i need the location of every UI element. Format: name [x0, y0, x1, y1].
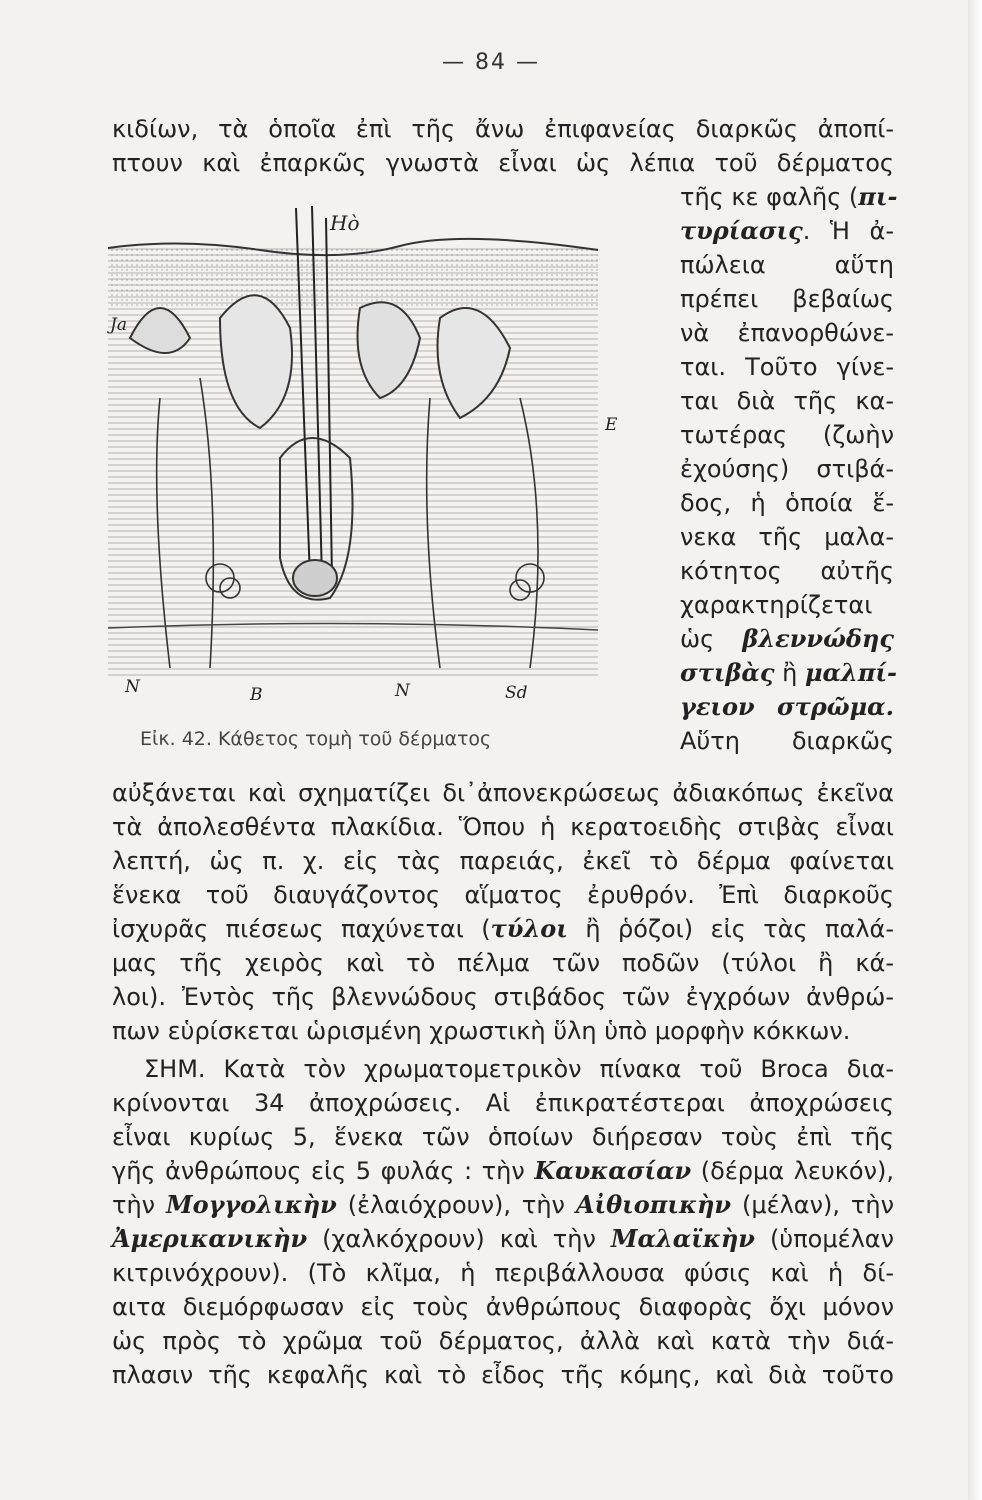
skin-illustration — [100, 198, 660, 718]
text-line: ἐχούσης) στιβά- — [680, 455, 894, 483]
text-line: νὰ ἐπανορθώνε- — [680, 319, 894, 347]
text-line: τὴν Μογγολικὴν (ἐλαιόχρουν), τὴν Αἰθιοπικὴν (μέλαν), τὴν — [112, 1190, 894, 1219]
text-line: κιδίων, τὰ ὁποῖα ἐπὶ τῆς ἄνω ἐπιφανείας διαρκῶς ἀποπί- — [112, 115, 894, 143]
text-line: ὡς πρὸς τὸ χρῶμα τοῦ δέρματος, ἀλλὰ καὶ κατὰ τὴν διά- — [112, 1327, 894, 1355]
text-line: εἶναι κυρίως 5, ἕνεκα τῶν ὁποίων διήρεσαν τοὺς ἐπὶ τῆς — [112, 1123, 894, 1151]
label-text: N — [125, 677, 140, 697]
text-line: νεκα τῆς μαλα- — [680, 523, 894, 551]
text-line: τῆς κε φαλῆς (πι- — [680, 182, 898, 211]
text-line: κιτρινόχρουν). (Τὸ κλῖμα, ἡ περιβάλλουσα φύσις καὶ ἡ δί- — [112, 1259, 894, 1287]
text-line: Αὕτη διαρκῶς — [680, 727, 894, 755]
text-line: Ἀμερικανικὴν (χαλκόχρουν) καὶ τὴν Μαλαϊκὴν (ὑπομέλαν — [112, 1224, 895, 1253]
text-line: αιτα διεμόρφωσαν εἰς τοὺς ἀνθρώπους διαφορὰς ὄχι μόνον — [112, 1293, 894, 1321]
text-line: πώλεια αὕτη — [680, 251, 894, 279]
text-line: τυρίασις. Ἡ ἀ- — [680, 216, 894, 245]
label-text: E — [605, 415, 618, 435]
label-text: Sd — [505, 683, 528, 703]
text-line: δος, ἡ ὁποία ἕ- — [680, 489, 894, 517]
text-line: ἕνεκα τοῦ διαυγάζοντος αἵματος ἐρυθρόν. Ἐπὶ διαρκοῦς — [112, 881, 894, 909]
label-text: Hὸ — [330, 211, 360, 235]
text-line: ται διὰ τῆς κα- — [680, 387, 894, 415]
text-line: γῆς ἀνθρώπους εἰς 5 φυλάς : τὴν Καυκασίαν (δέρμα λευκόν), — [112, 1156, 894, 1185]
label-text: B — [250, 685, 263, 705]
figure-caption: Εἰκ. 42. Κάθετος τομὴ τοῦ δέρματος — [140, 728, 492, 750]
text-line: κότητος αὐτῆς — [680, 557, 894, 585]
text-line: αὐξάνεται καὶ σχηματίζει δι᾽ἀπονεκρώσεως ἀδιακόπως ἐκεῖνα — [112, 779, 894, 807]
page-edge — [968, 0, 982, 1500]
text-line: πτουν καὶ ἐπαρκῶς γνωστὰ εἶναι ὡς λέπια τοῦ δέρματος — [112, 149, 894, 177]
text-line: λοι). Ἐντὸς τῆς βλεννώδους στιβάδος τῶν ἐγχρόων ἀνθρώ- — [112, 983, 894, 1011]
text-line: μας τῆς χειρὸς καὶ τὸ πέλμα τῶν ποδῶν (τύλοι ἢ κά- — [112, 949, 894, 977]
text-line: πλασιν τῆς κεφαλῆς καὶ τὸ εἶδος τῆς κόμης, καὶ διὰ τοῦτο — [112, 1361, 894, 1389]
text-line: ται. Τοῦτο γίνε- — [680, 353, 894, 381]
text-line: στιβὰς ἢ μαλπί- — [680, 658, 897, 687]
text-line: χαρακτηρίζεται — [680, 591, 873, 619]
page-number: — 84 — — [442, 50, 540, 75]
text-line: κρίνονται 34 ἀποχρώσεις. Αἱ ἐπικρατέστεραι ἀποχρώσεις — [112, 1089, 894, 1117]
text-line: ΣΗΜ. Κατὰ τὸν χρωματομετρικὸν πίνακα τοῦ Broca δια- — [144, 1055, 894, 1083]
text-line: τὰ ἀπολεσθέντα πλακίδια. Ὅπου ἡ κερατοειδὴς στιβὰς εἶναι — [112, 813, 894, 841]
label-text: Ja — [110, 315, 127, 335]
text-line: πων εὑρίσκεται ὡρισμένη χρωστικὴ ὕλη ὑπὸ μορφὴν κόκκων. — [112, 1017, 851, 1045]
text-line: ὡς βλεννώδης — [680, 624, 894, 653]
text-line: γειον στρῶμα. — [680, 692, 894, 721]
text-line: λεπτή, ὡς π. χ. εἰς τὰς παρειάς, ἐκεῖ τὸ δέρμα φαίνεται — [112, 847, 894, 875]
label-text: N — [395, 681, 410, 701]
text-line: τωτέρας (ζωὴν — [680, 421, 894, 449]
text-line: πρέπει βεβαίως — [680, 285, 894, 313]
text-line: ἰσχυρᾶς πιέσεως παχύνεται (τύλοι ἢ ῥόζοι) εἰς τὰς παλά- — [112, 914, 895, 943]
skin-section-figure — [100, 198, 660, 718]
